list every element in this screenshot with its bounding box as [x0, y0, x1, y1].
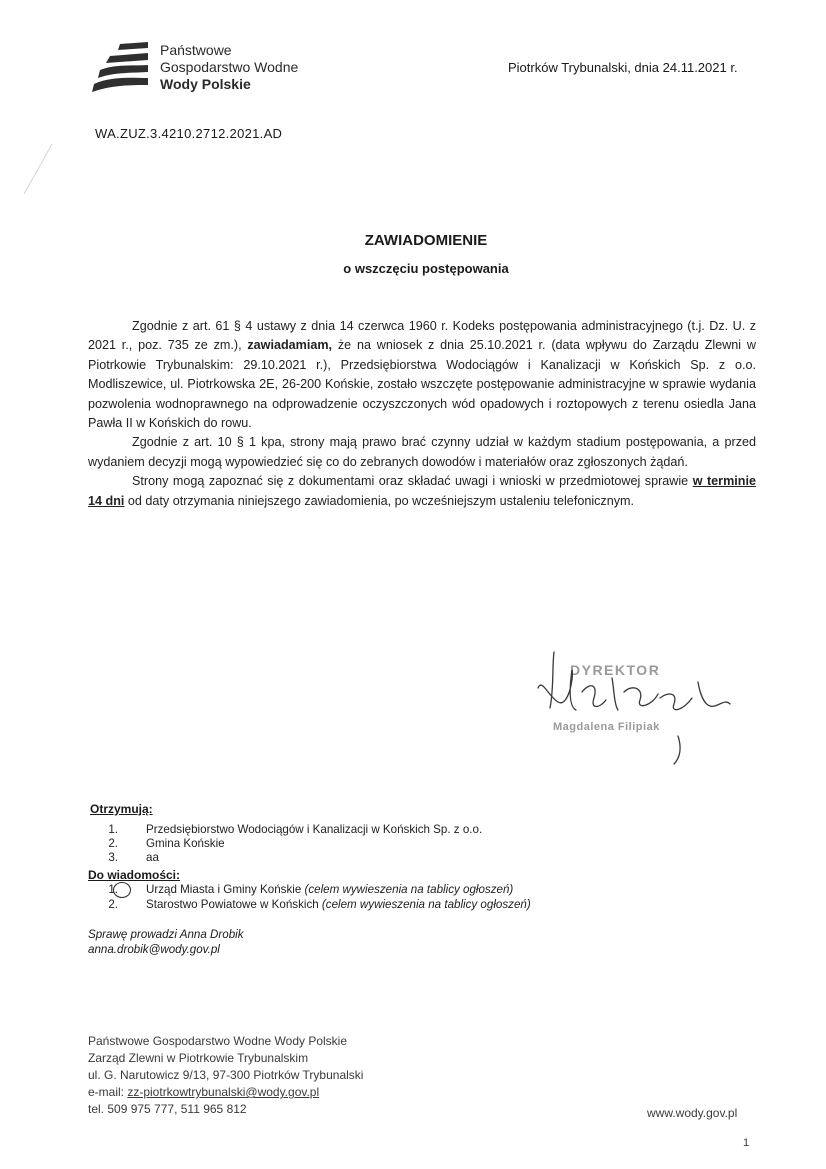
website-link[interactable]: www.wody.gov.pl	[647, 1106, 738, 1120]
list-item-text: Gmina Końskie	[146, 837, 225, 850]
footer-email-label: e-mail:	[88, 1085, 128, 1099]
list-item-number: 2.	[108, 898, 118, 911]
footer-phone: tel. 509 975 777, 511 965 812	[88, 1102, 247, 1116]
document-title: ZAWIADOMIENIE	[364, 232, 488, 249]
place-and-date: Piotrków Trybunalski, dnia 24.11.2021 r.	[508, 60, 738, 75]
footer-line-1: Państwowe Gospodarstwo Wodne Wody Polskie	[88, 1034, 348, 1048]
list-item-number: 3.	[108, 851, 118, 864]
list-item-label: Urząd Miasta i Gminy Końskie	[146, 883, 305, 896]
paragraph-1-bold: zawiadamiam,	[247, 338, 333, 353]
scan-artifact-line	[20, 140, 60, 200]
reference-number: WA.ZUZ.3.4210.2712.2021.AD	[95, 126, 283, 141]
footer-email-link[interactable]: zz-piotrkowtrybunalski@wody.gov.pl	[127, 1085, 320, 1099]
case-handler	[88, 927, 244, 957]
list-item-text	[146, 883, 513, 896]
logo-line-2: Gospodarstwo Wodne	[160, 59, 299, 75]
list-item-number: 1.	[108, 883, 118, 896]
footer-line-3: ul. G. Narutowicz 9/13, 97-300 Piotrków Trybunalski	[88, 1068, 364, 1082]
list-item-note: (celem wywieszenia na tablicy ogłoszeń)	[304, 883, 514, 896]
logo-line-1: Państwowe	[160, 42, 232, 58]
paragraph-3	[88, 472, 756, 511]
stamp-name: Magdalena Filipiak	[553, 721, 660, 733]
paragraph-2: Zgodnie z art. 10 § 1 kpa, strony mają prawo brać czynny udział w każdym stadium postępowania, a przed wydaniem decyzji mogą wypowiedzieć się co do zebranych dowodów i materiałów oraz zgłoszonych żądań.	[88, 435, 756, 469]
document-body	[88, 317, 756, 511]
list-item-number: 1.	[108, 823, 118, 836]
deadline-highlight: w terminie 14 dni	[88, 474, 756, 508]
list-item-text: aa	[146, 851, 159, 864]
paragraph-3-part-b: od daty otrzymania niniejszego zawiadomienia, po wcześniejszym ustaleniu telefonicznym.	[124, 493, 635, 508]
page-number: 1	[743, 1137, 750, 1149]
case-handler-email: anna.drobik@wody.gov.pl	[88, 943, 220, 956]
recipients-heading: Otrzymują:	[90, 802, 153, 816]
logo-wordmark	[160, 42, 298, 93]
footer-line-2: Zarząd Zlewni w Piotrkowie Trybunalskim	[88, 1051, 309, 1065]
list-item-number: 2.	[108, 837, 118, 850]
stamp-title: DYREKTOR	[570, 662, 661, 678]
paragraph-1	[88, 317, 756, 433]
for-information-heading: Do wiadomości:	[88, 868, 181, 882]
handwritten-signature-icon	[528, 648, 748, 768]
document-subtitle: o wszczęciu postępowania	[343, 261, 509, 276]
list-item-text: Przedsiębiorstwo Wodociągów i Kanalizacji w Końskich Sp. z o.o.	[146, 823, 483, 836]
paragraph-1-part-a: Zgodnie z art. 61 § 4 ustawy z dnia 14 czerwca 1960 r. Kodeks postępowania administracyjnego (t.j. Dz. U. z 2021 r., poz. 735 ze zm.),	[88, 319, 756, 353]
logo-line-3: Wody Polskie	[160, 76, 251, 92]
paragraph-3-part-a: Strony mogą zapoznać się z dokumentami oraz składać uwagi i wnioski w przedmiotowej sprawie	[132, 474, 693, 489]
footer-address	[88, 1033, 363, 1118]
list-item-label: Starostwo Powiatowe w Końskich	[146, 898, 322, 911]
list-item-text	[146, 898, 531, 911]
paragraph-1-part-b: że na wniosek z dnia 25.10.2021 r. (data wpływu do Zarządu Zlewni w Piotrkowie Trybunalskim: 29.10.2021 r.), Przedsiębiorstwa Wodociągów i Kanalizacji w Końskich Sp. z o.o. Modliszewice, ul. Piotrkowska 2E, 26-200 Końskie, zostało wszczęte postępowanie administracyjne w sprawie wydania pozwolenia wodnoprawnego na odprowadzenie oczyszczonych wód opadowych i roztopowych z terenu osiedla Jana Pawła II w Końskich do rowu.	[88, 338, 756, 431]
wody-polskie-logo-icon	[90, 38, 152, 100]
case-handler-name: Sprawę prowadzi Anna Drobik	[88, 928, 244, 941]
footer-email-line	[88, 1084, 363, 1101]
list-item-note: (celem wywieszenia na tablicy ogłoszeń)	[321, 898, 531, 911]
